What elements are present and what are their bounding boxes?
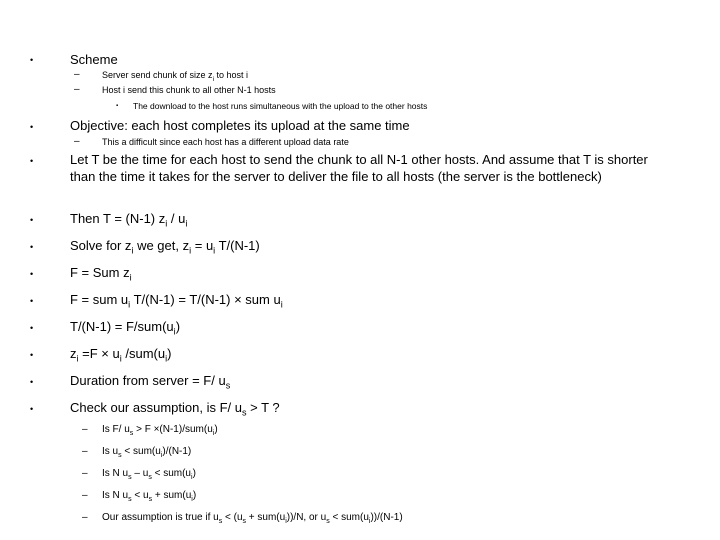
subitem-host-send: Host i send this chunk to all other N-1 hosts — [102, 85, 276, 95]
sub-bullet: – — [82, 468, 88, 479]
item-duration: Duration from server = F/ $u_s$ — [70, 373, 231, 391]
item-assumption: Let T be the time for each host to send the chunk to all N-1 other hosts. And assume that T is shorter than the time it takes for the server to deliver the file to all hosts (the server is the bottleneck) — [70, 152, 648, 184]
sub-bullet: – — [74, 84, 80, 95]
bullet: • — [30, 156, 34, 166]
bullet: • — [30, 269, 34, 279]
item-zi: $z_i =F \times u_i$ $/sum(u_i)$ — [70, 346, 172, 364]
subitem-check-1: Is F/ $u_s > F \times(N-1)/sum(u_i)$ — [102, 424, 218, 437]
subitem-check-3: Is N $u_s - u_s < sum(u_i)$ — [102, 468, 196, 481]
item-solve: Solve for $z_i$ we get, $z_i = u_i$ T/(N-1) — [70, 238, 260, 256]
sub-bullet: – — [74, 136, 80, 147]
bullet: • — [30, 122, 34, 132]
sub-bullet: – — [74, 69, 80, 80]
subitem-check-4: Is N $u_s < u_s + sum(u_i)$ — [102, 490, 197, 503]
sub-bullet: – — [82, 490, 88, 501]
subsubitem-download: The download to the host runs simultaneous with the upload to the other hosts — [133, 101, 428, 111]
bullet: • — [30, 323, 34, 333]
subitem-check-5: Our assumption is true if $u_s < (u_s + sum(u_i))/N$, or $u_s < sum(u_i))/(N-1)$ — [102, 512, 403, 525]
item-then-t: Then T = (N-1) $z_i / u_i$ — [70, 211, 188, 229]
item-scheme: Scheme — [70, 52, 118, 67]
bullet: • — [30, 215, 34, 225]
bullet: • — [30, 55, 34, 65]
sub-bullet: – — [82, 446, 88, 457]
bullet: • — [30, 296, 34, 306]
item-f-sum: F = Sum $z_i$ — [70, 265, 132, 283]
item-objective: Objective: each host completes its upload at the same time — [70, 118, 410, 133]
item-t-over-n: $T/(N-1) = F/sum(u_i)$ — [70, 319, 181, 337]
item-f-sum-ui: F = sum $u_i$ T/(N-1) = T/(N-1) × sum $u_i$ — [70, 292, 283, 310]
subitem-server-send: Server send chunk of size $z_i$ to host i — [102, 70, 248, 83]
sub-bullet: – — [82, 424, 88, 435]
bullet: • — [30, 404, 34, 414]
bullet: • — [30, 350, 34, 360]
bullet: • — [30, 377, 34, 387]
subitem-check-2: Is $u_s < sum(u_i)/(N-1)$ — [102, 446, 192, 459]
item-check: Check our assumption, is F/ $u_s > T$ ? — [70, 400, 280, 418]
subitem-difficult: This a difficult since each host has a different upload data rate — [102, 137, 349, 147]
sub-bullet: – — [82, 512, 88, 523]
bullet: • — [30, 242, 34, 252]
square-bullet: ▪ — [116, 103, 119, 109]
